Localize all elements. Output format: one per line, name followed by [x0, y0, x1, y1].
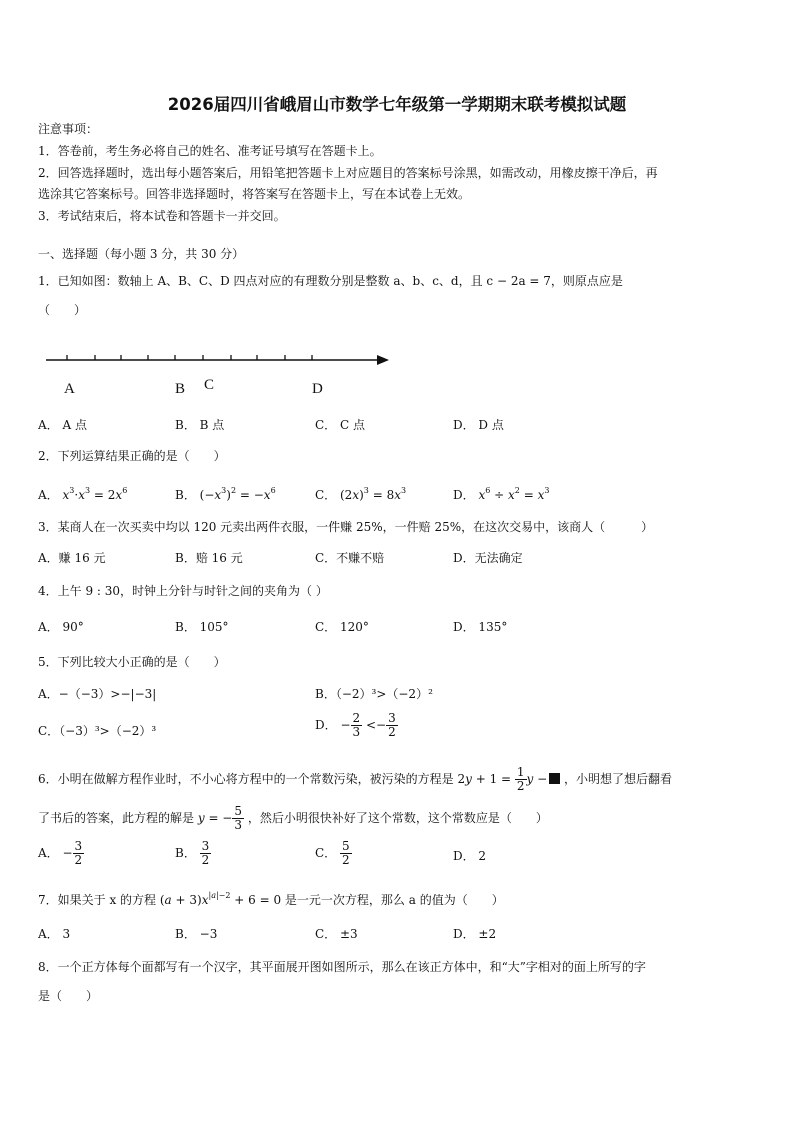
option-letter: A．: [38, 488, 59, 502]
ink-blot: [549, 773, 560, 784]
q2-option-d: D． $x^6 \div x^2 = x^3$: [453, 486, 550, 502]
question-8-stem: 8．一个正方体每个面都写有一个汉字，其平面展开图如图所示，那么在该正方体中，和“大”字相对的面上所写的字: [38, 960, 646, 974]
q1-option-a: A． A 点: [38, 418, 87, 432]
notice-heading: 注意事项：: [38, 122, 99, 136]
q2-option-c: C． $(2x)^3 = 8x^3$: [315, 486, 407, 502]
section-heading: 一、选择题（每小题 3 分，共 30 分）: [38, 247, 245, 261]
q3-option-c: C．不赚不赔: [315, 551, 385, 565]
notice-item: 1．答卷前，考生务必将自己的姓名、准考证号填写在答题卡上。: [38, 144, 382, 158]
q5-option-c: C．（−3）³>（−2）³: [38, 724, 157, 738]
option-letter: B．: [175, 488, 196, 502]
notice-item: 3．考试结束后，将本试卷和答题卡一并交回。: [38, 209, 286, 223]
notice-item: 2．回答选择题时，选出每小题答案后，用铅笔把答题卡上对应题目的答案标号涂黑，如需改动，用橡皮擦干净后，再: [38, 166, 658, 180]
question-8-stem-cont: 是（ ）: [38, 989, 99, 1003]
option-letter: D．: [315, 718, 337, 732]
q3-option-d: D．无法确定: [453, 551, 523, 565]
q6-option-d: D． 2: [453, 849, 487, 863]
q4-option-d: D． 135°: [453, 620, 508, 634]
q5-option-d: D． − $\frac{2}{3}$ <− $\frac{3}{2}$: [315, 711, 396, 739]
q5-option-b: B．（−2）³>（−2）²: [315, 687, 433, 701]
q4-option-b: B． 105°: [175, 620, 229, 634]
option-letter: A．: [38, 846, 59, 860]
q4-option-c: C． 120°: [315, 620, 369, 634]
q1-option-d: D． D 点: [453, 418, 504, 432]
q1-option-b: B． B 点: [175, 418, 225, 432]
option-letter: C．: [315, 488, 337, 502]
q6-option-b: B． $\frac{3}{2}$: [175, 839, 210, 867]
notice-item: 选涂其它答案标号。回答非选择题时，将答案写在答题卡上，写在本试卷上无效。: [38, 187, 471, 201]
question-6-text-cont: ，小明想了想后翻看: [564, 772, 673, 786]
option-letter: B．: [175, 846, 196, 860]
question-6-text: 6．小明在做解方程作业时，不小心将方程中的一个常数污染，被污染的方程是: [38, 772, 454, 786]
question-2-stem: 2．下列运算结果正确的是（ ）: [38, 449, 226, 463]
question-6-text-cont: ，然后小明很快补好了这个常数，这个常数应是（ ）: [247, 811, 548, 825]
option-letter: D．: [453, 488, 475, 502]
q3-option-a: A．赚 16 元: [38, 551, 106, 565]
question-7-text-cont: 是一元一次方程，那么 a 的值为（ ）: [284, 893, 504, 907]
question-3-stem: 3．某商人在一次买卖中均以 120 元卖出两件衣服，一件赚 25%，一件赔 25%，在这次交易中，该商人（ ）: [38, 520, 654, 534]
number-line: [44, 350, 394, 370]
point-label-d: D: [312, 381, 323, 397]
point-label-c: C: [204, 377, 215, 393]
point-label-a: A: [64, 381, 75, 397]
q6-option-c: C． $\frac{5}{2}$: [315, 839, 350, 867]
option-letter: C．: [315, 846, 337, 860]
question-5-stem: 5．下列比较大小正确的是（ ）: [38, 655, 226, 669]
q7-option-b: B． −3: [175, 927, 218, 941]
question-4-stem: 4．上午 9 : 30，时钟上分针与时针之间的夹角为（ ）: [38, 584, 328, 598]
q4-option-a: A． 90°: [38, 620, 84, 634]
question-1-stem: 1．已知如图：数轴上 A、B、C、D 四点对应的有理数分别是整数 a、b、c、d，且 c − 2a = 7，则原点应是: [38, 274, 623, 288]
page-title: 2026届四川省峨眉山市数学七年级第一学期期末联考模拟试题: [167, 95, 627, 114]
question-7-stem: 7．如果关于 x 的方程 $(a + 3)x^{|a|-2} + 6 = 0$ 是一元一次方程，那么 a 的值为（ ）: [38, 891, 504, 907]
q6-option-a: A． − $\frac{3}{2}$: [38, 839, 83, 867]
q3-option-b: B．赔 16 元: [175, 551, 243, 565]
q5-option-a: A．−（−3）>−|−3|: [38, 687, 157, 701]
question-6-text: 了书后的答案，此方程的解是: [38, 811, 195, 825]
question-6-stem-cont: 了书后的答案，此方程的解是 y = − $\frac{5}{3}$ ，然后小明很快补好了这个常数，这个常数应是（ ）: [38, 804, 548, 832]
q7-option-d: D． ±2: [453, 927, 497, 941]
q2-option-b: B． $(-x^3)^2 = -x^6$: [175, 486, 276, 502]
question-6-stem: [38, 766, 672, 793]
q7-option-a: A． 3: [38, 927, 71, 941]
question-7-text: 7．如果关于 x 的方程: [38, 893, 157, 907]
q1-option-c: C． C 点: [315, 418, 365, 432]
q2-option-a: A． $x^3\cdot x^3 = 2x^6$: [38, 486, 128, 502]
question-1-stem-cont: （ ）: [38, 303, 87, 317]
point-label-b: B: [175, 381, 186, 397]
polluted-equation: 2y + 1 = $\frac{1}{2}$ y −: [457, 766, 560, 793]
q7-option-c: C． ±3: [315, 927, 358, 941]
